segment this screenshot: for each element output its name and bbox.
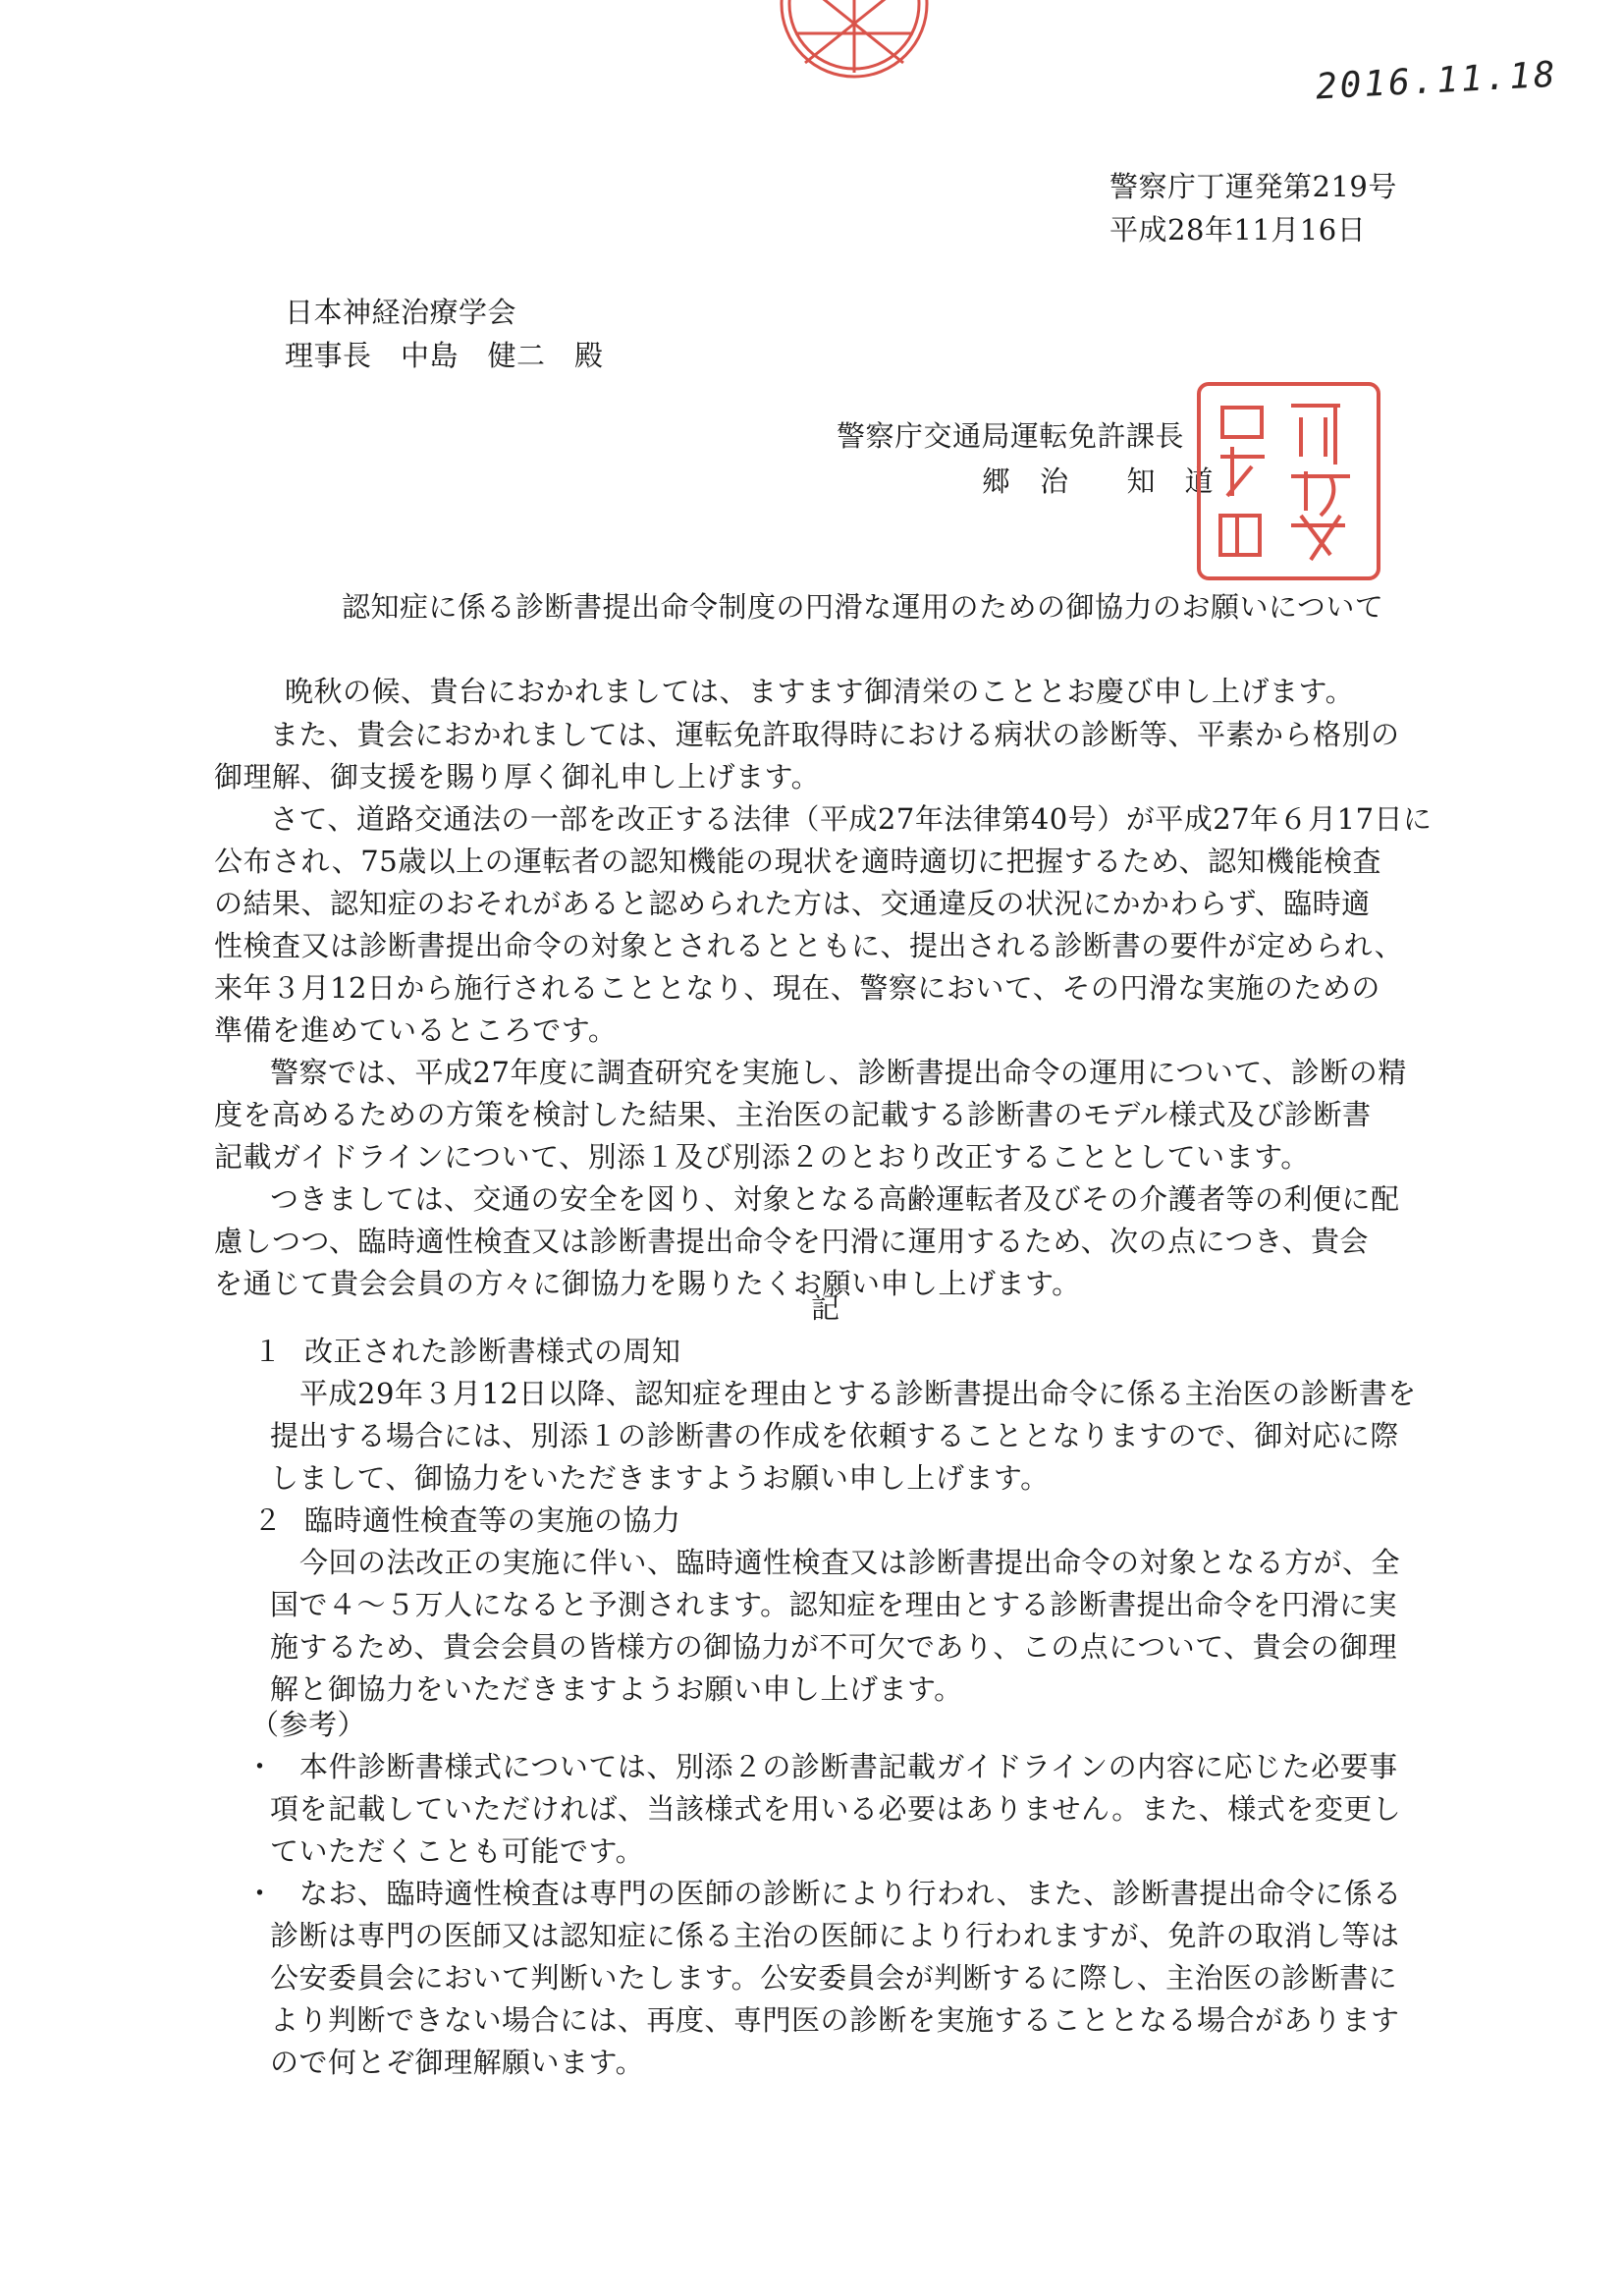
reference-item-2-line: ので何とぞ御理解願います。	[270, 2046, 645, 2079]
reference-item-2-line: 公安委員会において判断いたします。公安委員会が判断するに際し、主治医の診断書に	[270, 1961, 1398, 1995]
body-line: 性検査又は診断書提出命令の対象とされるとともに、提出される診断書の要件が定められ、	[214, 929, 1404, 962]
reference-bullet: ・	[245, 1750, 275, 1783]
section-2-line: 国で４～５万人になると予測されます。認知症を理由とする診断書提出命令を円滑に実	[270, 1588, 1398, 1621]
sender-title: 警察庁交通局運転免許課長	[837, 419, 1185, 453]
subject-title: 認知症に係る診断書提出命令制度の円滑な運用のための御協力のお願いについて	[342, 590, 1384, 624]
body-line: 晩秋の候、貴台におかれましては、ますます御清栄のこととお慶び申し上げます。	[285, 675, 1355, 708]
body-line: 警察では、平成27年度に調査研究を実施し、診断書提出命令の運用について、診断の精	[270, 1056, 1407, 1089]
section-2-heading: 臨時適性検査等の実施の協力	[304, 1503, 681, 1537]
official-seal	[1193, 378, 1384, 584]
section-1-line: 提出する場合には、別添１の診断書の作成を依頼することとなりますので、御対応に際	[270, 1419, 1399, 1452]
reference-item-1-line: ていただくことも可能です。	[270, 1834, 645, 1868]
body-line: 御理解、御支援を賜り厚く御礼申し上げます。	[214, 760, 821, 793]
reference-bullet: ・	[245, 1877, 275, 1910]
reference-item-1-line: 項を記載していただければ、当該様式を用いる必要はありません。また、様式を変更し	[270, 1792, 1402, 1826]
reference-item-2-line: なお、臨時適性検査は専門の医師の診断により行われ、また、診断書提出命令に係る	[299, 1877, 1402, 1910]
received-stamp	[776, 0, 933, 84]
body-line: さて、道路交通法の一部を改正する法律（平成27年法律第40号）が平成27年６月17日に	[270, 802, 1433, 836]
reference-item-2-line: より判断できない場合には、再度、専門医の診断を実施することとなる場合があります	[270, 2003, 1400, 2037]
section-1-heading: 改正された診断書様式の周知	[304, 1335, 681, 1368]
body-line: 慮しつつ、臨時適性検査又は診断書提出命令を円滑に運用するため、次の点につき、貴会	[214, 1225, 1369, 1258]
section-1-number: １	[253, 1335, 283, 1368]
body-line: 度を高めるための方策を検討した結果、主治医の記載する診断書のモデル様式及び診断書	[214, 1098, 1372, 1131]
section-2-line: 施するため、貴会会員の皆様方の御協力が不可欠であり、この点について、貴会の御理	[270, 1630, 1398, 1664]
section-1-line: 平成29年３月12日以降、認知症を理由とする診断書提出命令に係る主治医の診断書を	[299, 1377, 1417, 1410]
body-line: 記載ガイドラインについて、別添１及び別添２のとおり改正することとしています。	[214, 1140, 1310, 1174]
body-line: 準備を進めているところです。	[214, 1013, 618, 1047]
reference-item-1-line: 本件診断書様式については、別添２の診断書記載ガイドラインの内容に応じた必要事	[299, 1750, 1398, 1783]
handwritten-date: 2016.11.18	[1315, 54, 1559, 108]
body-line: を通じて貴会会員の方々に御協力を賜りたくお願い申し上げます。	[214, 1267, 1081, 1300]
recipient-organization: 日本神経治療学会	[285, 296, 517, 329]
section-2-line: 今回の法改正の実施に伴い、臨時適性検査又は診断書提出命令の対象となる方が、全	[299, 1546, 1401, 1579]
recipient-name: 理事長 中島 健二 殿	[285, 339, 604, 372]
body-line: また、貴会におかれましては、運転免許取得時における病状の診断等、平素から格別の	[270, 718, 1400, 751]
document-date: 平成28年11月16日	[1109, 213, 1367, 246]
sender-name: 郷 治 知 道	[982, 465, 1215, 498]
body-line: 公布され、75歳以上の運転者の認知機能の現状を適時適切に把握するため、認知機能検査	[214, 845, 1381, 878]
ki-marker: 記	[811, 1291, 840, 1325]
body-line: つきましては、交通の安全を図り、対象となる高齢運転者及びその介護者等の利便に配	[270, 1182, 1400, 1216]
section-1-line: しまして、御協力をいただきますようお願い申し上げます。	[270, 1461, 1050, 1495]
document-number: 警察庁丁運発第219号	[1109, 170, 1397, 203]
section-2-line: 解と御協力をいただきますようお願い申し上げます。	[270, 1672, 963, 1706]
section-2-number: ２	[253, 1503, 283, 1537]
body-line: 来年３月12日から施行されることとなり、現在、警察において、その円滑な実施のための	[214, 971, 1380, 1005]
body-line: の結果、認知症のおそれがあると認められた方は、交通違反の状況にかかわらず、臨時適	[214, 887, 1371, 920]
reference-label: （参考）	[250, 1708, 367, 1741]
reference-item-2-line: 診断は専門の医師又は認知症に係る主治の医師により行われますが、免許の取消し等は	[270, 1919, 1400, 1952]
